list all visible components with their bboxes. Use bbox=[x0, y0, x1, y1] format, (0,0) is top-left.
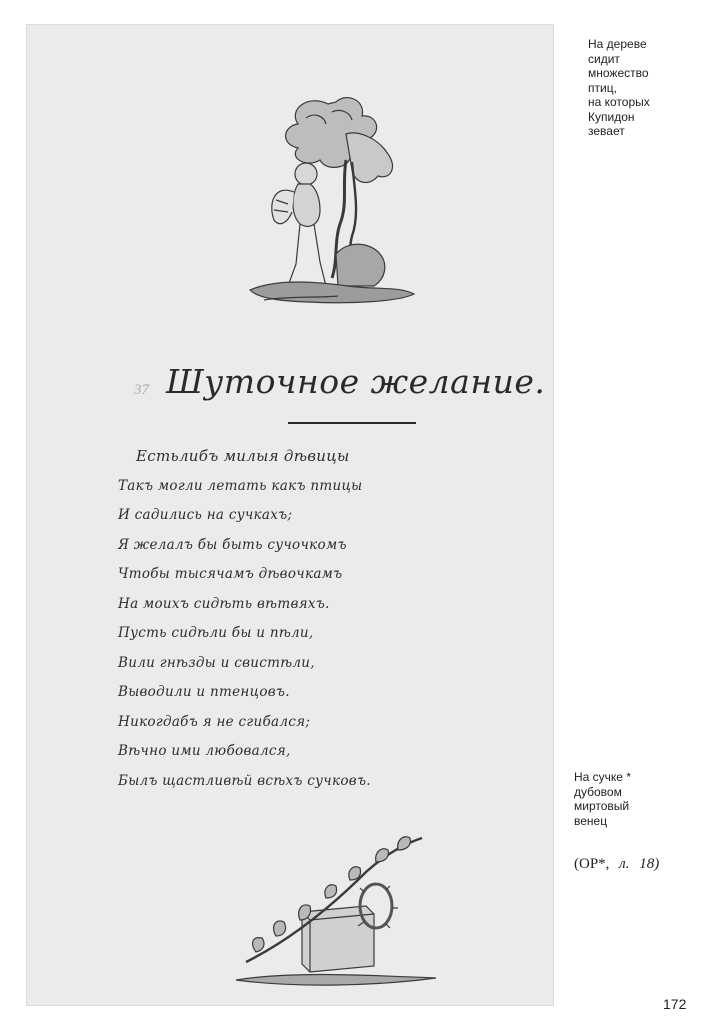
poem-text bbox=[118, 442, 558, 796]
poem-line: Былъ щастливѣй всѣхъ сучковъ. bbox=[118, 772, 371, 789]
caption-line: птиц, bbox=[588, 80, 617, 95]
caption-top bbox=[588, 37, 688, 139]
poem-line: Пусть сидѣли бы и пѣли, bbox=[118, 625, 314, 641]
poem-line: На моихъ сидѣть вѣтвяхъ. bbox=[118, 595, 330, 612]
caption-line: На сучке * bbox=[574, 770, 631, 784]
caption-line: зевает bbox=[588, 124, 625, 138]
citation-leaf: л. bbox=[619, 856, 630, 872]
caption-line: венец bbox=[574, 813, 608, 828]
poem-line: Никогдабъ я не сгибался; bbox=[118, 713, 311, 730]
manuscript-page bbox=[26, 24, 554, 1006]
caption-line: дубовом bbox=[574, 784, 622, 799]
caption-line: Купидон bbox=[588, 109, 635, 124]
myrtle-wreath-on-oak-branch-illustration bbox=[226, 832, 446, 1002]
page-mark: 37 bbox=[134, 382, 149, 398]
caption-line: сидит bbox=[588, 51, 620, 66]
poem-line: Выводили и птенцовъ. bbox=[118, 684, 290, 700]
caption-line: миртовый bbox=[574, 799, 630, 813]
poem-line: Вили гнѣзды и свистѣли, bbox=[118, 654, 315, 671]
poem-line: Вѣчно ими любовался, bbox=[118, 743, 291, 759]
caption-line: На дереве bbox=[588, 37, 647, 51]
cupid-under-tree-illustration bbox=[228, 64, 428, 334]
poem-line: Естьлибъ милыя дѣвицы bbox=[136, 447, 350, 465]
caption-bottom bbox=[574, 770, 684, 828]
page-number: 172 bbox=[663, 996, 687, 1012]
poem-line: Такъ могли летать какъ птицы bbox=[118, 477, 363, 494]
archive-citation bbox=[574, 856, 659, 873]
poem-line: Я желалъ бы быть сучочкомъ bbox=[118, 536, 347, 553]
poem-title: Шуточное желание. bbox=[166, 362, 546, 401]
caption-line: на которых bbox=[588, 95, 650, 109]
caption-line: множество bbox=[588, 66, 649, 80]
citation-archive: (ОР*, bbox=[574, 856, 610, 872]
citation-number: 18) bbox=[639, 856, 660, 872]
poem-line: Чтобы тысячамъ дѣвочкамъ bbox=[118, 566, 343, 582]
poem-line: И садились на сучкахъ; bbox=[118, 507, 293, 523]
title-underline bbox=[288, 422, 416, 424]
